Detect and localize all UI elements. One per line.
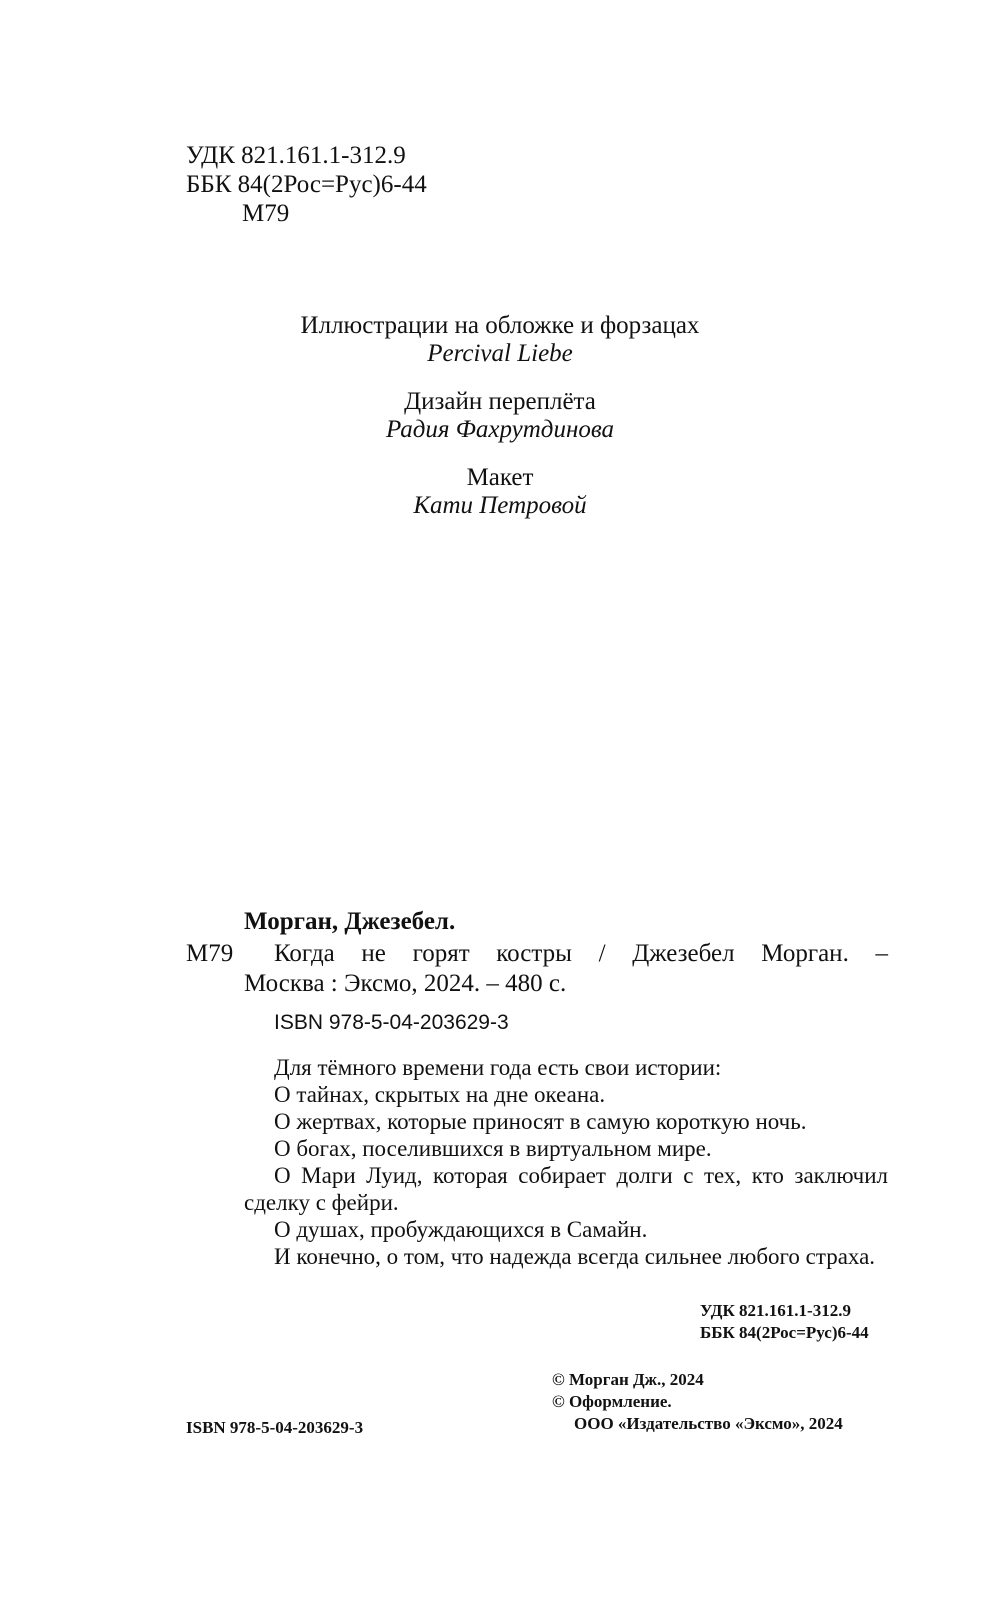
credits-block [0,312,1000,540]
copyright-design: © Оформление. [552,1392,672,1411]
credit-illustrations [0,312,1000,368]
credit-role: Дизайн переплёта [404,388,596,415]
annotation-line: О тайнах, скрытых на дне океана. [274,1082,606,1107]
bbk-code: ББК 84(2Рос=Рус)6-44 [186,171,427,198]
record-author-mark: М79 [186,940,234,967]
copyright-block [552,1369,843,1435]
isbn-bottom: ISBN 978-5-04-203629-3 [186,1418,364,1437]
annotation-line: Для тёмного времени года есть свои истории: [274,1055,722,1080]
credit-cover-design [0,388,1000,444]
copyright-author: © Морган Дж., 2024 [552,1370,704,1389]
credit-role: Иллюстрации на обложке и форзацах [300,312,700,339]
author-mark: М79 [242,200,290,227]
record-author: Морган, Джезебел. [244,908,456,935]
credit-name: Кати Петровой [413,492,587,519]
credit-name: Percival Liebe [427,340,573,367]
annotation-line: О жертвах, которые приносят в самую короткую ночь. [274,1109,807,1134]
udk-code-bottom: УДК 821.161.1-312.9 [700,1301,851,1320]
record-title-line-1: Когда не горят костры / Джезебел Морган. – [274,940,888,967]
annotation-line: О Мари Луид, которая собирает долги с тех, кто заключил сделку с фейри. [244,1163,888,1215]
udk-code: УДК 821.161.1-312.9 [186,142,406,169]
record-title-line-2: Москва : Эксмо, 2024. – 480 с. [244,970,567,997]
credit-name: Радия Фахрутдинова [385,416,615,443]
top-classification-codes [186,142,427,229]
annotation-line: И конечно, о том, что надежда всегда сильнее любого страха. [274,1244,876,1269]
record-isbn: ISBN 978-5-04-203629-3 [274,1011,509,1034]
annotation-line: О богах, поселившихся в виртуальном мире. [274,1136,712,1161]
credit-layout [0,464,1000,520]
annotation-line: О душах, пробуждающихся в Самайн. [274,1217,648,1242]
bbk-code-bottom: ББК 84(2Рос=Рус)6-44 [700,1323,869,1342]
copyright-publisher: ООО «Издательство «Эксмо», 2024 [574,1414,843,1433]
annotation [244,1054,888,1270]
bottom-classification-codes [700,1300,869,1344]
credit-role: Макет [466,464,534,491]
